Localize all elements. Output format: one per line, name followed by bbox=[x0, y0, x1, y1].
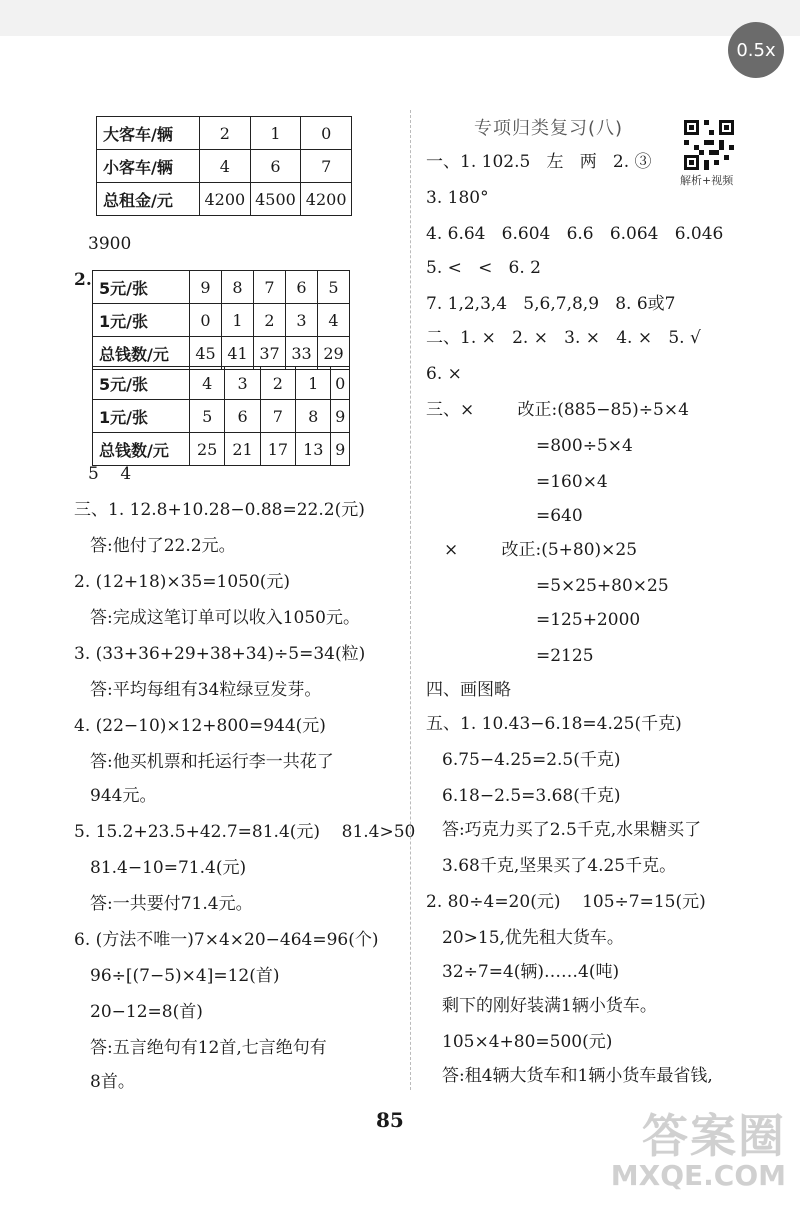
table-cell: 4500 bbox=[250, 183, 301, 216]
table-row bbox=[93, 271, 350, 304]
table-cell: 33 bbox=[286, 337, 318, 370]
left-line: 三、1. 12.8+10.28−0.88=22.2(元) bbox=[74, 500, 365, 520]
left-line: 5. 15.2+23.5+42.7=81.4(元) 81.4>50 bbox=[74, 822, 416, 842]
table-cell: 9 bbox=[331, 400, 350, 433]
table-row bbox=[97, 183, 352, 216]
qr-code-icon[interactable] bbox=[684, 120, 734, 170]
left-line: 3. (33+36+29+38+34)÷5=34(粒) bbox=[74, 644, 366, 664]
right-line: =640 bbox=[536, 506, 583, 526]
table-row bbox=[93, 304, 350, 337]
left-line: 答:他付了22.2元。 bbox=[90, 536, 236, 556]
table-row bbox=[93, 400, 350, 433]
table-bus-rental bbox=[96, 116, 352, 216]
left-line: 4. (22−10)×12+800=944(元) bbox=[74, 716, 326, 736]
row-label: 5元/张 bbox=[93, 367, 190, 400]
table-cell: 6 bbox=[250, 150, 301, 183]
right-line: 105×4+80=500(元) bbox=[442, 1032, 613, 1052]
viewer-top-bar bbox=[0, 0, 800, 36]
table-cell: 37 bbox=[254, 337, 286, 370]
section-title: 专项归类复习(八) bbox=[474, 118, 624, 139]
table-cell: 9 bbox=[190, 271, 222, 304]
right-line: 2. 80÷4=20(元) 105÷7=15(元) bbox=[426, 892, 706, 912]
table-row bbox=[93, 337, 350, 370]
right-line: 6.18−2.5=3.68(千克) bbox=[442, 786, 621, 806]
table-cell: 6 bbox=[286, 271, 318, 304]
right-line: =160×4 bbox=[536, 472, 608, 492]
row-label: 总租金/元 bbox=[97, 183, 200, 216]
table-cell: 5 bbox=[318, 271, 350, 304]
table-cell: 4 bbox=[190, 367, 225, 400]
table-cell: 21 bbox=[225, 433, 260, 466]
table-cell: 25 bbox=[190, 433, 225, 466]
table-cell: 41 bbox=[222, 337, 254, 370]
table-row bbox=[93, 367, 350, 400]
right-line: 五、1. 10.43−6.18=4.25(千克) bbox=[426, 714, 682, 734]
left-line: 答:平均每组有34粒绿豆发芽。 bbox=[90, 680, 322, 700]
table-cell: 5 bbox=[190, 400, 225, 433]
right-line: =2125 bbox=[536, 646, 594, 666]
table-money-a bbox=[92, 270, 350, 370]
table-cell: 8 bbox=[222, 271, 254, 304]
right-line: 一、1. 102.5 左 两 2. ③ bbox=[426, 152, 652, 172]
row-label: 1元/张 bbox=[93, 304, 190, 337]
left-line: 20−12=8(首) bbox=[90, 1002, 203, 1022]
table-row bbox=[97, 150, 352, 183]
answer-3900: 3900 bbox=[88, 234, 132, 254]
watermark-sub: MXQE.COM bbox=[610, 1159, 786, 1193]
table-cell: 3 bbox=[286, 304, 318, 337]
right-line: 三、× 改正:(885−85)÷5×4 bbox=[426, 400, 689, 420]
table-cell: 8 bbox=[296, 400, 331, 433]
table-cell: 4 bbox=[318, 304, 350, 337]
table-cell: 17 bbox=[260, 433, 295, 466]
table-cell: 7 bbox=[260, 400, 295, 433]
watermark bbox=[610, 1108, 786, 1193]
left-line: 答:完成这笔订单可以收入1050元。 bbox=[90, 608, 360, 628]
row-label: 总钱数/元 bbox=[93, 433, 190, 466]
right-line: 7. 1,2,3,4 5,6,7,8,9 8. 6或7 bbox=[426, 294, 676, 314]
table-cell: 0 bbox=[331, 367, 350, 400]
row-label: 1元/张 bbox=[93, 400, 190, 433]
left-line: 答:他买机票和托运行李一共花了 bbox=[90, 752, 334, 772]
right-line: 32÷7=4(辆)……4(吨) bbox=[442, 962, 620, 982]
table-cell: 4 bbox=[200, 150, 251, 183]
table-cell: 9 bbox=[331, 433, 350, 466]
left-line: 8首。 bbox=[90, 1072, 135, 1092]
answer-5-4: 5 4 bbox=[88, 464, 132, 484]
table-cell: 45 bbox=[190, 337, 222, 370]
table-cell: 1 bbox=[250, 117, 301, 150]
left-line: 答:五言绝句有12首,七言绝句有 bbox=[90, 1038, 327, 1058]
right-line: 20>15,优先租大货车。 bbox=[442, 928, 624, 948]
right-line: 5. < < 6. 2 bbox=[426, 258, 541, 278]
page-number: 85 bbox=[376, 1108, 404, 1132]
right-line: 6.75−4.25=2.5(千克) bbox=[442, 750, 621, 770]
left-line: 96÷[(7−5)×4]=12(首) bbox=[90, 966, 280, 986]
right-line: 剩下的刚好装满1辆小货车。 bbox=[442, 996, 657, 1016]
question-number: 2. bbox=[74, 270, 92, 290]
table-money-b bbox=[92, 366, 350, 466]
right-line: 3.68千克,坚果买了4.25千克。 bbox=[442, 856, 677, 876]
playback-speed-button[interactable]: 0.5x bbox=[728, 22, 784, 78]
right-line: 答:租4辆大货车和1辆小货车最省钱, bbox=[442, 1066, 713, 1086]
watermark-main: 答案圈 bbox=[642, 1108, 786, 1163]
row-label: 5元/张 bbox=[93, 271, 190, 304]
left-line: 944元。 bbox=[90, 786, 157, 806]
qr-caption: 解析+视频 bbox=[680, 174, 734, 187]
table-cell: 2 bbox=[260, 367, 295, 400]
column-divider bbox=[410, 110, 411, 1090]
table-cell: 0 bbox=[301, 117, 352, 150]
right-line: 6. × bbox=[426, 364, 462, 384]
table-cell: 1 bbox=[222, 304, 254, 337]
table-cell: 2 bbox=[254, 304, 286, 337]
right-line: =125+2000 bbox=[536, 610, 641, 630]
table-cell: 4200 bbox=[301, 183, 352, 216]
table-cell: 1 bbox=[296, 367, 331, 400]
right-line: 二、1. × 2. × 3. × 4. × 5. √ bbox=[426, 328, 701, 348]
table-cell: 7 bbox=[301, 150, 352, 183]
table-row bbox=[93, 433, 350, 466]
table-cell: 4200 bbox=[200, 183, 251, 216]
right-line: =5×25+80×25 bbox=[536, 576, 669, 596]
table-cell: 7 bbox=[254, 271, 286, 304]
table-cell: 29 bbox=[318, 337, 350, 370]
table-cell: 6 bbox=[225, 400, 260, 433]
table-cell: 2 bbox=[200, 117, 251, 150]
right-line: 四、画图略 bbox=[426, 680, 511, 700]
left-line: 6. (方法不唯一)7×4×20−464=96(个) bbox=[74, 930, 379, 950]
right-line: 4. 6.64 6.604 6.6 6.064 6.046 bbox=[426, 224, 724, 244]
right-line: × 改正:(5+80)×25 bbox=[444, 540, 638, 560]
row-label: 大客车/辆 bbox=[97, 117, 200, 150]
right-line: =800÷5×4 bbox=[536, 436, 633, 456]
table-cell: 0 bbox=[190, 304, 222, 337]
table-row bbox=[97, 117, 352, 150]
left-line: 81.4−10=71.4(元) bbox=[90, 858, 247, 878]
table-cell: 13 bbox=[296, 433, 331, 466]
left-line: 2. (12+18)×35=1050(元) bbox=[74, 572, 291, 592]
left-line: 答:一共要付71.4元。 bbox=[90, 894, 253, 914]
table-cell: 3 bbox=[225, 367, 260, 400]
right-line: 答:巧克力买了2.5千克,水果糖买了 bbox=[442, 820, 702, 840]
row-label: 总钱数/元 bbox=[93, 337, 190, 370]
right-line: 3. 180° bbox=[426, 188, 489, 208]
row-label: 小客车/辆 bbox=[97, 150, 200, 183]
